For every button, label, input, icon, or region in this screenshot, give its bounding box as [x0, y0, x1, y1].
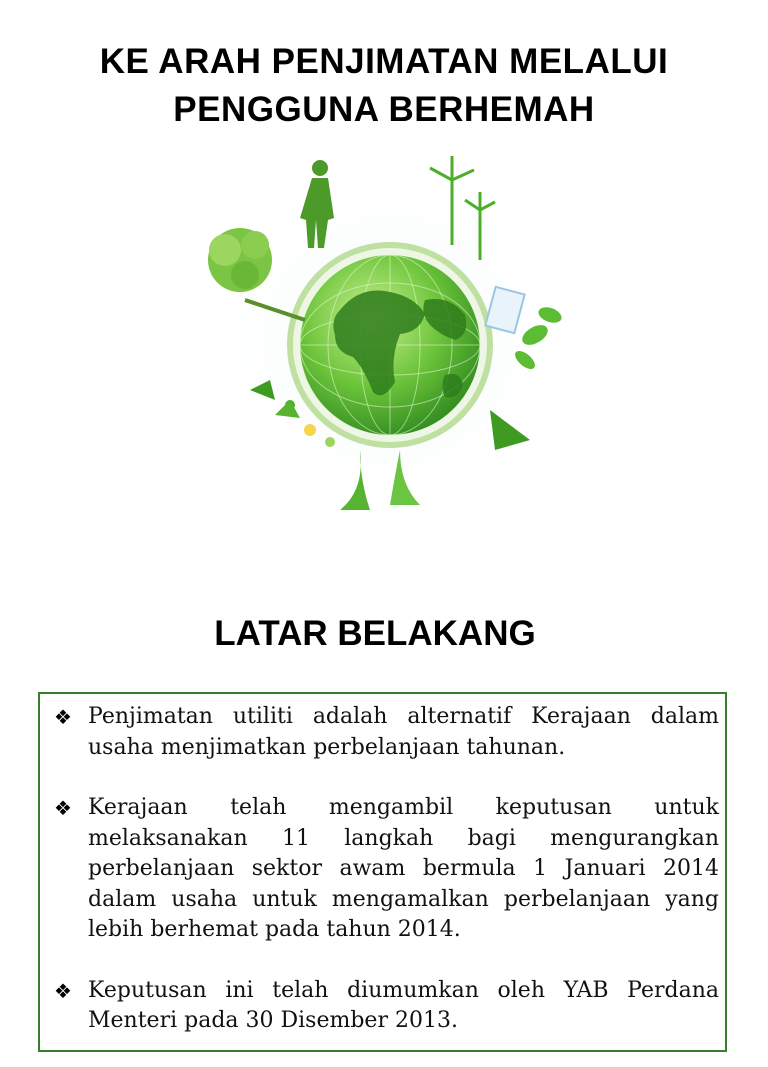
- diamond-bullet-icon: ❖: [54, 978, 72, 1003]
- green-globe-eco-icon: [190, 150, 590, 530]
- title-line-1: KE ARAH PENJIMATAN MELALUI: [99, 42, 669, 81]
- section-heading: LATAR BELAKANG: [214, 614, 536, 653]
- bullet-text: Keputusan ini telah diumumkan oleh YAB Perdana Menteri pada 30 Disember 2013.: [88, 977, 719, 1033]
- list-item: [46, 702, 719, 763]
- list-item: [46, 793, 719, 946]
- diamond-bullet-icon: ❖: [54, 705, 72, 729]
- diamond-bullet-icon: ❖: [54, 796, 72, 820]
- list-item: [46, 976, 719, 1037]
- bullet-list: [46, 702, 719, 1067]
- page-title: [0, 38, 768, 134]
- bullet-text: Penjimatan utiliti adalah alternatif Kerajaan dalam usaha menjimatkan perbelanjaan tahunan.: [88, 704, 719, 760]
- bullet-text: Kerajaan telah mengambil keputusan untuk melaksanakan 11 langkah bagi mengurangkan perbelanjaan sektor awam bermula 1 Januari 2014 dalam usaha untuk mengamalkan perbelanjaan yang lebih berhemat pada tahun 2014.: [88, 795, 719, 942]
- title-line-2: PENGGUNA BERHEMAH: [173, 90, 595, 129]
- background-box: [38, 692, 727, 1052]
